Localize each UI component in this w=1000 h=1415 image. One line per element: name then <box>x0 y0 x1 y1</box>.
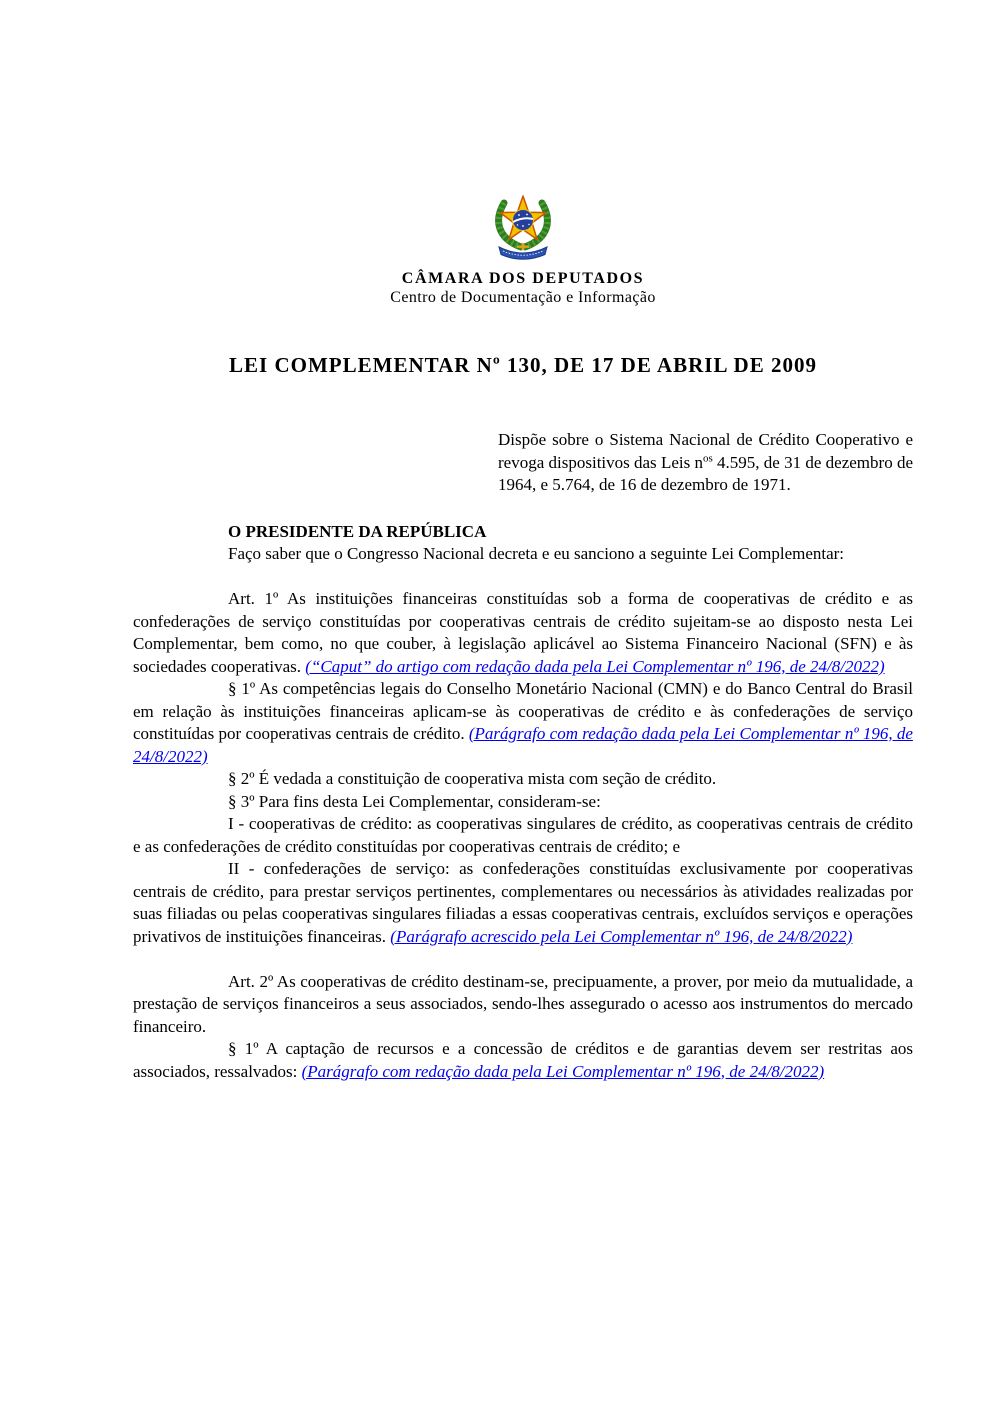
header-org: CÂMARA DOS DEPUTADOS <box>401 270 645 287</box>
paragraph-art1-par3 <box>133 791 913 814</box>
amendment-link-art1[interactable]: (“Caput” do artigo com redação dada pela Lei Complementar nº 196, de 24/8/2022) <box>305 656 885 676</box>
preamble-paragraph <box>133 543 913 566</box>
ementa-text: Dispõe sobre o Sistema Nacional de Crédito Cooperativo e revoga dispositivos das Leis n <box>498 430 913 472</box>
amendment-link-art2-par1[interactable]: (Parágrafo com redação dada pela Lei Complementar nº 196, de 24/8/2022) <box>301 1061 825 1081</box>
amendment-link-art1-par1[interactable]: (Parágrafo com redação dada pela Lei Complementar nº 196, de 24/8/2022) <box>133 724 913 766</box>
preamble-heading: O PRESIDENTE DA REPÚBLICA <box>228 521 487 541</box>
paragraph-art2-par1 <box>133 1038 913 1083</box>
ementa-text-continued: 4.595, de 31 de dezembro de 1964, e 5.764, de 16 de dezembro de 1971. <box>498 452 913 494</box>
art1-par1-text: § 1º As competências legais do Conselho Monetário Nacional (CMN) e do Banco Central do Brasil em relação às instituições financeiras aplicam-se às cooperativas de crédito e às confederações de serviço constituídas por cooperativas centrais de crédito. <box>133 679 913 743</box>
paragraph-art1-par2 <box>133 768 913 791</box>
law-summary-ementa <box>498 429 913 497</box>
paragraph-art1-inciso2 <box>133 858 913 948</box>
art2-text: Art. 2º As cooperativas de crédito destinam-se, precipuamente, a prover, por meio da mutualidade, a prestação de serviços financeiros a seus associados, sendo-lhes assegurado o acesso aos instrumentos do mercado financeiro. <box>133 971 913 1036</box>
document-header <box>133 188 913 307</box>
brazil-coat-of-arms-logo <box>489 188 557 262</box>
paragraph-art1-inciso1 <box>133 813 913 858</box>
header-department: Centro de Documentação e Informação <box>390 289 656 306</box>
art1-inciso1-text: I - cooperativas de crédito: as cooperativas singulares de crédito, as cooperativas centrais de crédito e as confederações de crédito constituídas por cooperativas centrais de crédito; e <box>133 814 913 856</box>
paragraph-art1-par1 <box>133 678 913 768</box>
art1-par3-text: § 3º Para fins desta Lei Complementar, consideram-se: <box>228 791 601 811</box>
preamble-text: Faço saber que o Congresso Nacional decreta e eu sanciono a seguinte Lei Complementar: <box>228 544 845 563</box>
art1-inciso2-text: II - confederações de serviço: as confederações constituídas exclusivamente por cooperativas centrais de crédito, para prestar serviços pertinentes, complementares ou necessários às atividades realizadas por suas filiadas ou pelas cooperativas singulares filiadas a essas cooperativas centrais, excluídos serviços e operações privativos de instituições financeiras. <box>133 859 913 946</box>
art1-par2-text: § 2º É vedada a constituição de cooperativa mista com seção de crédito. <box>228 769 717 788</box>
art1-text: Art. 1º As instituições financeiras constituídas sob a forma de cooperativas de crédito e as confederações de serviço constituídas por cooperativas centrais de crédito sujeitam-se ao disposto nesta Lei Complementar, bem como, no que couber, à legislação aplicável ao Sistema Financeiro Nacional (SFN) e às sociedades cooperativas. <box>133 589 913 676</box>
ementa-superscript: os <box>702 451 713 464</box>
paragraph-art2 <box>133 971 913 1039</box>
amendment-link-art1-inciso2[interactable]: (Parágrafo acrescido pela Lei Complementar nº 196, de 24/8/2022) <box>390 926 853 946</box>
law-title: LEI COMPLEMENTAR Nº 130, DE 17 DE ABRIL DE 2009 <box>229 353 817 377</box>
art2-par1-text: § 1º A captação de recursos e a concessão de créditos e de garantias devem ser restritas aos associados, ressalvados: <box>133 1039 913 1081</box>
paragraph-art1 <box>133 588 913 678</box>
